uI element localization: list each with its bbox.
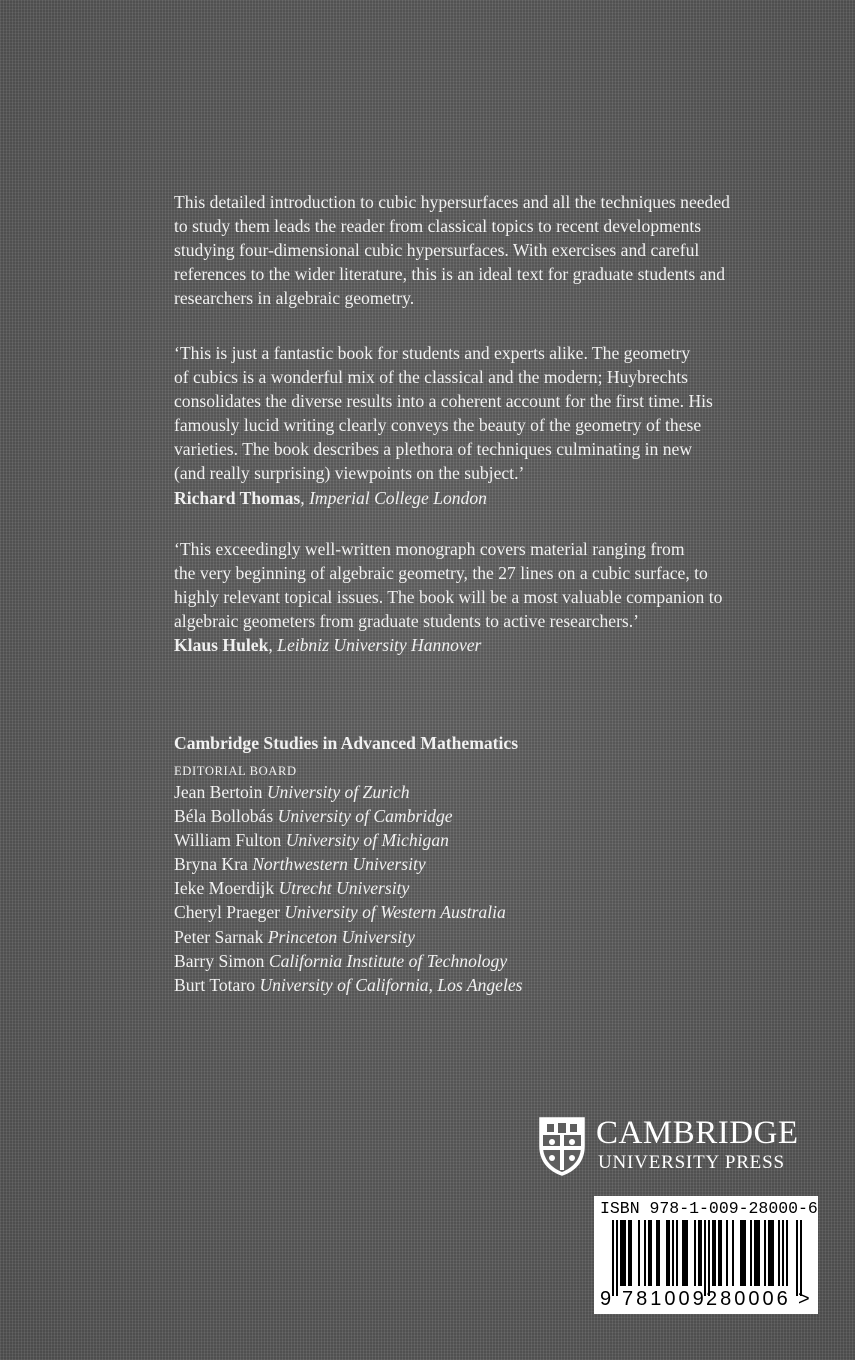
barcode-bar	[796, 1220, 798, 1296]
member-name: Béla Bollobás	[174, 806, 274, 827]
barcode-bar	[672, 1220, 674, 1286]
member-institution: University of Zurich	[266, 782, 410, 802]
quote-line: the very beginning of algebraic geometry, the 27 lines on a cubic surface, to	[174, 563, 708, 584]
barcode-bar	[758, 1220, 760, 1286]
barcode-bar	[676, 1220, 678, 1286]
series-title: Cambridge Studies in Advanced Mathematics	[174, 733, 519, 753]
barcode-bar	[786, 1220, 788, 1286]
quote-line: ‘This exceedingly well-written monograph covers material ranging from	[174, 539, 685, 559]
quote-attribution	[174, 486, 824, 510]
blurb-line: This detailed introduction to cubic hypersurfaces and all the techniques needed	[174, 192, 730, 212]
barcode-bar	[616, 1220, 618, 1296]
attribution-separator: ,	[300, 487, 310, 508]
ean-right-group: 280006	[706, 1288, 791, 1310]
book-description	[174, 190, 824, 310]
member-institution: University of California, Los Angeles	[259, 974, 523, 995]
barcode-bar	[644, 1220, 646, 1286]
barcode-bar	[712, 1220, 714, 1286]
member-name: William Fulton	[174, 830, 282, 851]
member-name: Barry Simon	[174, 950, 265, 971]
endorsement-hulek	[174, 537, 824, 657]
member-name: Cheryl Praeger	[174, 902, 281, 923]
barcode-bar	[708, 1220, 710, 1296]
barcode-bar	[668, 1220, 670, 1286]
publisher-name: CAMBRIDGE	[596, 1115, 799, 1151]
barcode-bar	[750, 1220, 752, 1286]
quote-author: Richard Thomas	[174, 487, 301, 508]
barcode-bar	[628, 1220, 630, 1286]
barcode-bar	[770, 1220, 772, 1286]
barcode-bar	[740, 1220, 742, 1286]
barcode-bar	[700, 1220, 702, 1286]
quote-line: ‘This is just a fantastic book for students and experts alike. The geometry	[174, 343, 691, 363]
board-member	[174, 828, 814, 852]
barcode-bar	[720, 1220, 722, 1286]
barcode-bar	[782, 1220, 784, 1286]
barcode-bar	[684, 1220, 686, 1286]
isbn-label: ISBN 978-1-009-28000-6	[600, 1199, 818, 1218]
publisher-subtitle: UNIVERSITY PRESS	[598, 1152, 785, 1173]
barcode-bar	[694, 1220, 696, 1286]
barcode-bar	[666, 1220, 668, 1286]
barcode-bar	[772, 1220, 774, 1286]
member-institution: Utrecht University	[278, 878, 410, 899]
quote-affiliation: Leibniz University Hannover	[277, 635, 482, 656]
quote-attribution	[174, 633, 824, 657]
member-institution: Northwestern University	[252, 854, 426, 875]
member-name: Jean Bertoin	[174, 782, 263, 802]
board-member	[174, 852, 814, 876]
barcode-bar	[650, 1220, 652, 1286]
member-institution: California Institute of Technology	[268, 950, 508, 971]
barcode-bar	[742, 1220, 744, 1286]
quote-line: consolidates the diverse results into a coherent account for the first time. His	[174, 391, 713, 412]
board-member	[174, 876, 814, 900]
barcode-bar	[754, 1220, 756, 1286]
board-member	[174, 949, 814, 973]
quote-line: varieties. The book describes a plethora of techniques culminating in new	[174, 439, 693, 460]
member-institution: University of Michigan	[285, 830, 449, 851]
barcode-bar	[704, 1220, 706, 1296]
quote-affiliation: Imperial College London	[309, 487, 487, 508]
blurb-line: references to the wider literature, this is an ideal text for graduate students and	[174, 264, 726, 285]
board-member	[174, 900, 814, 924]
barcode-bar	[620, 1220, 622, 1286]
member-institution: Princeton University	[267, 926, 415, 947]
barcode-bar	[624, 1220, 626, 1286]
barcode-bar	[682, 1220, 684, 1286]
barcode-bar	[718, 1220, 720, 1286]
quote-line: of cubics is a wonderful mix of the classical and the modern; Huybrechts	[174, 367, 688, 388]
member-name: Burt Totaro	[174, 974, 256, 995]
barcode-bar	[732, 1220, 734, 1286]
barcode-bar	[726, 1220, 728, 1286]
quote-line: highly relevant topical issues. The book will be a most valuable companion to	[174, 587, 723, 608]
barcode-bar	[714, 1220, 716, 1286]
publisher-logo	[538, 1114, 823, 1178]
member-institution: University of Western Australia	[284, 902, 506, 923]
isbn-barcode	[594, 1196, 818, 1314]
series-editorial-board	[174, 730, 814, 997]
blurb-line: to study them leads the reader from classical topics to recent developments	[174, 216, 702, 237]
barcode-bar	[768, 1220, 770, 1286]
barcode-bar	[612, 1220, 614, 1296]
barcode-bar	[656, 1220, 658, 1286]
ean-quiet-zone-marker: >	[798, 1288, 810, 1310]
quote-line: (and really surprising) viewpoints on the subject.’	[174, 463, 525, 484]
barcode-bar	[638, 1220, 640, 1286]
quote-line: algebraic geometers from graduate students to active researchers.’	[174, 611, 640, 632]
barcode-bar	[686, 1220, 688, 1286]
barcode-bar	[756, 1220, 758, 1286]
barcode-bar	[658, 1220, 660, 1286]
barcode-bar	[622, 1220, 624, 1286]
endorsement-thomas	[174, 341, 824, 510]
quote-line: famously lucid writing clearly conveys the beauty of the geometry of these	[174, 415, 702, 436]
quote-author: Klaus Hulek	[174, 635, 269, 656]
barcode-bar	[764, 1220, 766, 1286]
member-name: Ieke Moerdijk	[174, 878, 275, 899]
ean-first-digit: 9	[600, 1288, 612, 1310]
barcode-bar	[800, 1220, 802, 1296]
board-member	[174, 973, 814, 997]
board-member	[174, 925, 814, 949]
barcode-bar	[648, 1220, 650, 1286]
member-institution: University of Cambridge	[277, 806, 453, 827]
member-name: Peter Sarnak	[174, 926, 264, 947]
blurb-line: studying four-dimensional cubic hypersurfaces. With exercises and careful	[174, 240, 700, 261]
attribution-separator: ,	[268, 635, 278, 656]
board-member	[174, 780, 814, 804]
member-name: Bryna Kra	[174, 854, 248, 875]
ean-left-group: 781009	[622, 1288, 707, 1310]
cambridge-shield-icon	[538, 1116, 586, 1176]
barcode-bar	[630, 1220, 632, 1286]
barcode-bar	[698, 1220, 700, 1286]
blurb-line: researchers in algebraic geometry.	[174, 288, 415, 309]
barcode-bar	[778, 1220, 780, 1286]
board-member	[174, 804, 814, 828]
barcode-bar	[744, 1220, 746, 1286]
editorial-board-heading: EDITORIAL BOARD	[174, 764, 297, 778]
